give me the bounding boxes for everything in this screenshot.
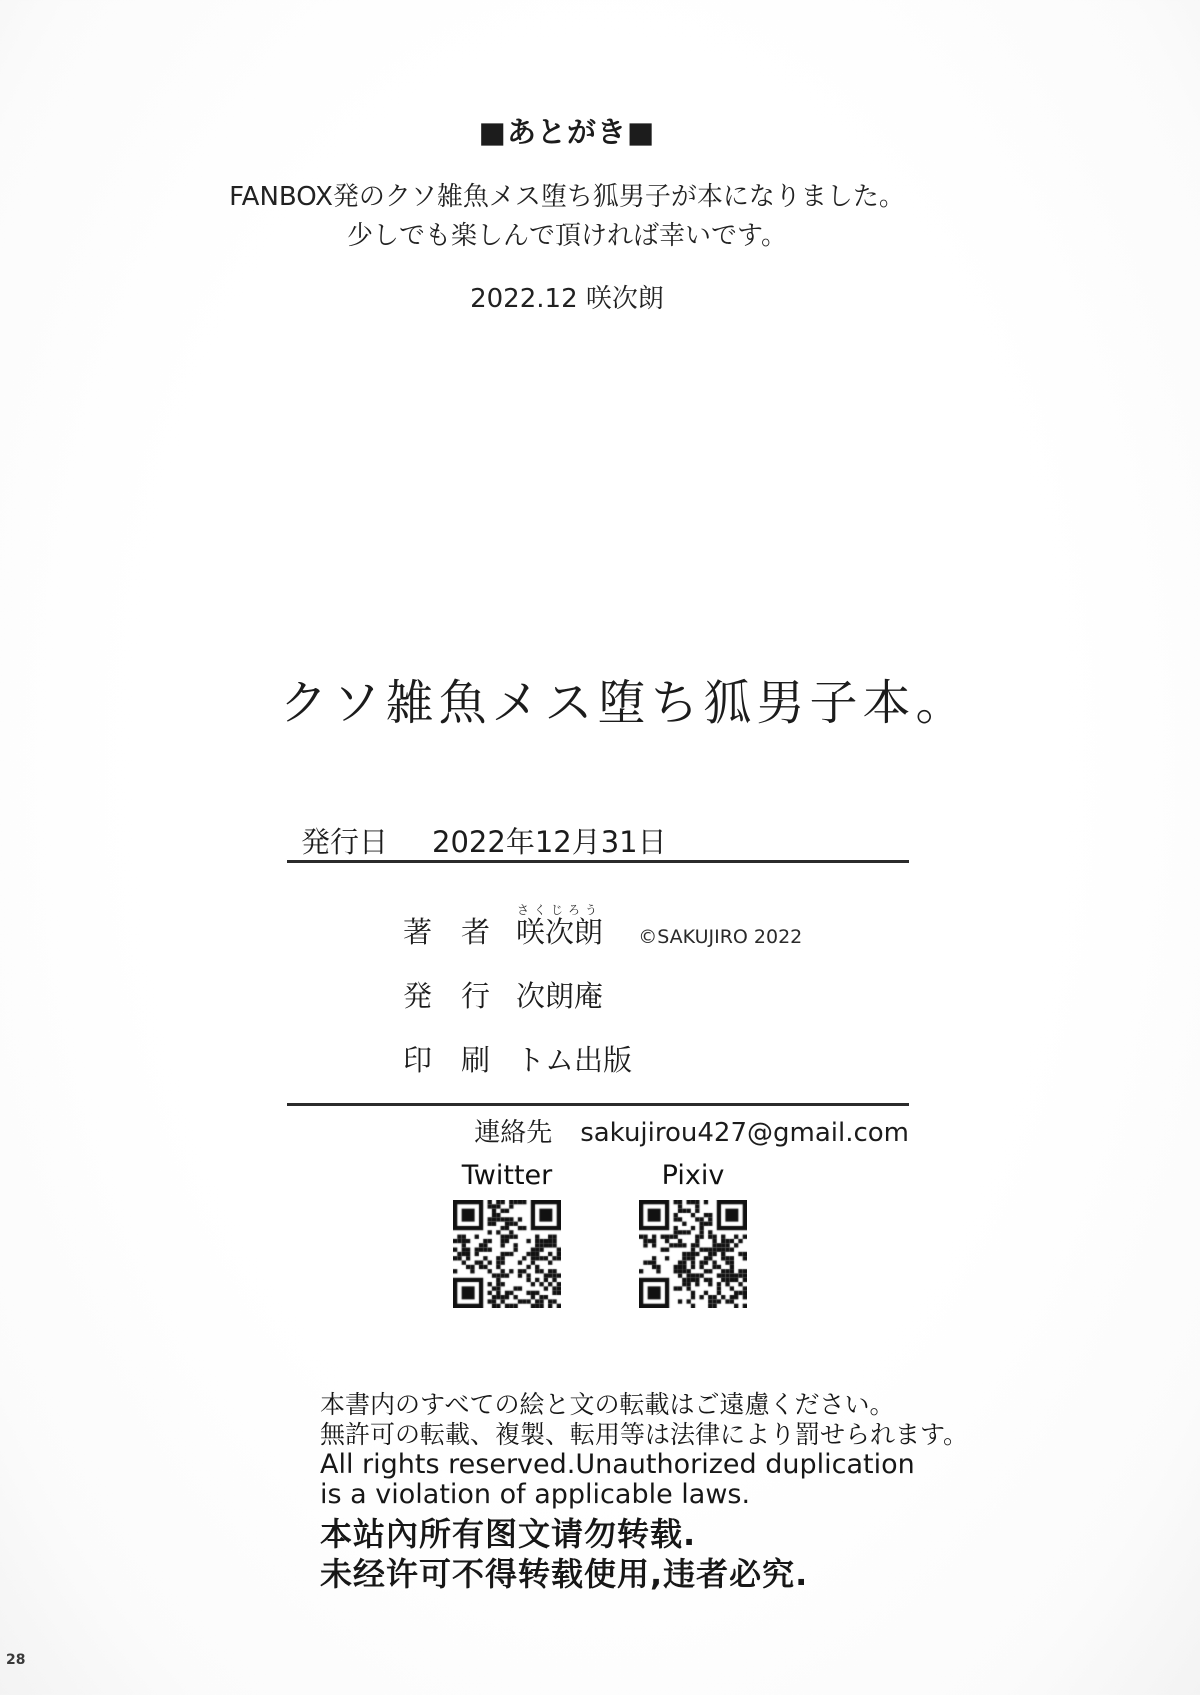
publisher-row (287, 977, 909, 1015)
twitter-qr-code-icon (453, 1200, 561, 1308)
twitter-qr-column (453, 1160, 561, 1308)
divider-bottom (287, 1103, 909, 1106)
author-name-text: 咲次朗 (516, 915, 604, 949)
legal-notice (320, 1390, 1020, 1594)
pixiv-qr-column (639, 1160, 747, 1308)
publish-date-value: 2022年12月31日 (432, 825, 667, 859)
legal-jp-line-2: 無許可の転載、複製、転用等は法律により罰せられます。 (320, 1420, 969, 1449)
publish-date-label: 発行日 (301, 825, 389, 859)
publisher-label: 発 行 (403, 979, 491, 1013)
author-name (516, 903, 612, 951)
legal-cn-line-2: 未经许可不得转载使用,违者必究. (320, 1555, 809, 1593)
twitter-label: Twitter (461, 1160, 553, 1191)
book-title: クソ雑魚メス堕ち狐男子本。 (279, 675, 969, 731)
afterword-line-2: 少しでも楽しんで頂ければ幸いです。 (347, 221, 787, 251)
copyright-note: ©SAKUJIRO 2022 (638, 926, 803, 948)
legal-en-line-2: is a violation of applicable laws. (320, 1479, 751, 1510)
author-label: 著 者 (403, 915, 491, 949)
printer-name: トム出版 (516, 1043, 633, 1077)
legal-cn-line-1: 本站內所有图文请勿转载. (320, 1515, 697, 1553)
legal-en-line-1: All rights reserved.Unauthorized duplication (320, 1449, 915, 1480)
afterword-signature: 2022.12 咲次朗 (470, 284, 664, 314)
pixiv-label: Pixiv (661, 1160, 725, 1191)
contact-email: sakujirou427@gmail.com (580, 1118, 909, 1148)
contact-label: 連絡先 (474, 1118, 553, 1148)
contact-row (287, 1112, 909, 1149)
publish-date-row (287, 820, 909, 858)
qr-section (0, 1160, 1200, 1308)
afterword-body (0, 178, 1134, 256)
page-number: 28 (6, 1652, 26, 1668)
afterword-heading: ■あとがき■ (478, 115, 656, 149)
printer-label: 印 刷 (403, 1043, 491, 1077)
legal-jp-line-1: 本書内のすべての絵と文の転載はご遠慮ください。 (320, 1390, 895, 1419)
colophon-block (287, 820, 909, 1149)
author-furigana: さくじろう (516, 903, 604, 917)
publisher-name: 次朗庵 (516, 979, 604, 1013)
afterword-line-1: FANBOX発のクソ雑魚メス堕ち狐男子が本になりました。 (229, 182, 905, 212)
author-row (287, 903, 909, 951)
pixiv-qr-code-icon (639, 1200, 747, 1308)
printer-row (287, 1041, 909, 1079)
